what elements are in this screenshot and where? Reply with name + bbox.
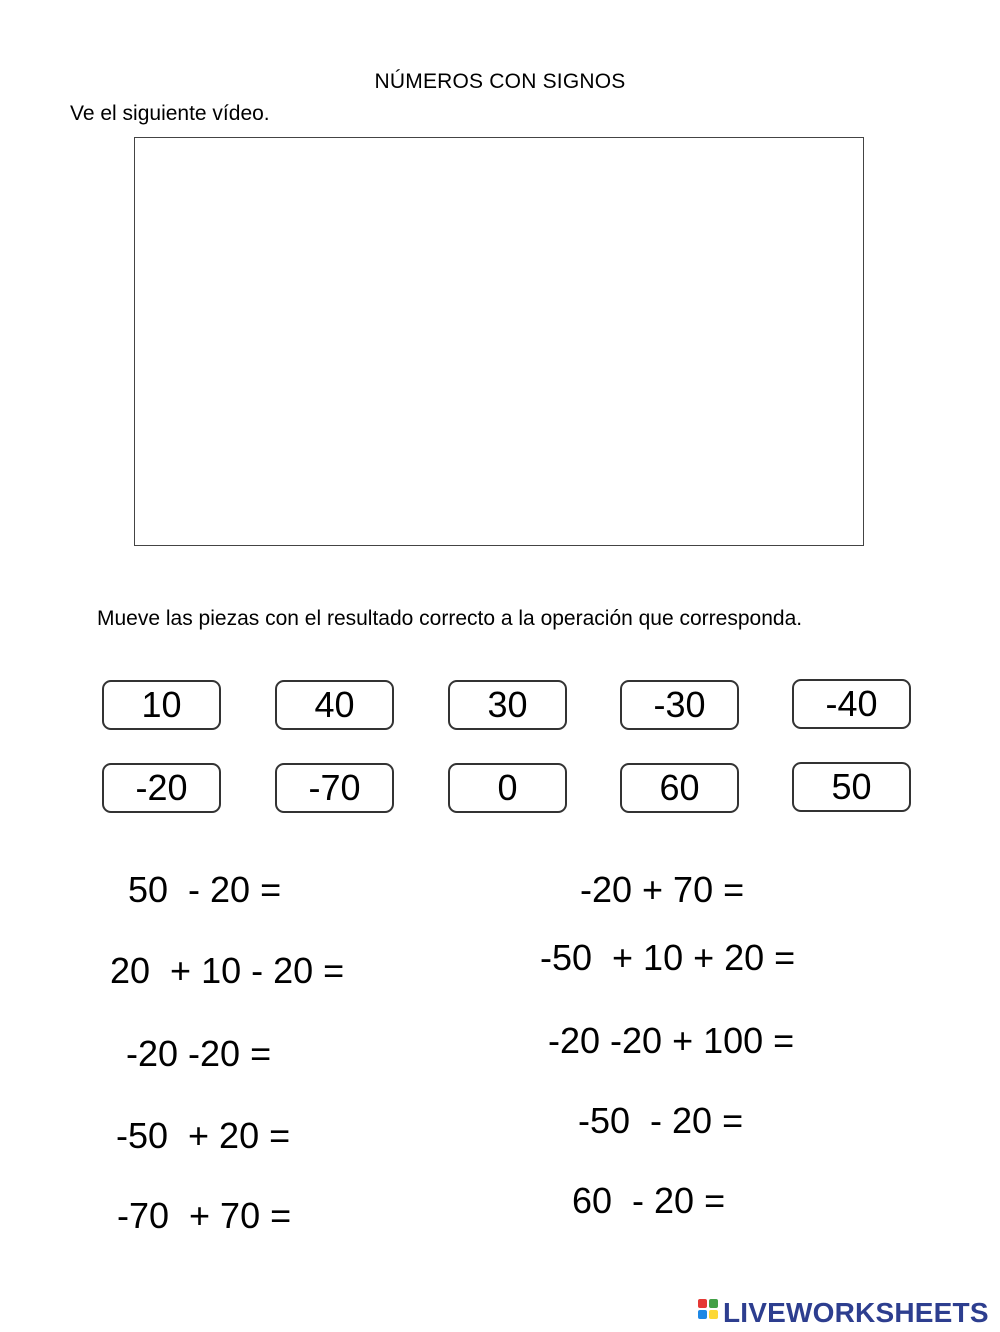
answer-piece[interactable]: 60 bbox=[620, 763, 739, 813]
answer-piece[interactable]: -40 bbox=[792, 679, 911, 729]
answer-piece[interactable]: -70 bbox=[275, 763, 394, 813]
worksheet-title: NÚMEROS CON SIGNOS bbox=[374, 70, 626, 93]
answer-piece[interactable]: -30 bbox=[620, 680, 739, 730]
equation-right-4[interactable]: -50 - 20 = bbox=[578, 1100, 744, 1141]
logo-text: LIVEWORKSHEETS bbox=[723, 1297, 989, 1328]
equation-left-3[interactable]: -20 -20 = bbox=[126, 1033, 272, 1074]
equation-left-4[interactable]: -50 + 20 = bbox=[116, 1115, 291, 1156]
equation-left-1[interactable]: 50 - 20 = bbox=[128, 869, 282, 910]
answer-piece[interactable]: 0 bbox=[448, 763, 567, 813]
equation-right-3[interactable]: -20 -20 + 100 = bbox=[548, 1020, 795, 1061]
answer-piece[interactable]: 10 bbox=[102, 680, 221, 730]
video-player[interactable] bbox=[134, 137, 864, 546]
equation-right-5[interactable]: 60 - 20 = bbox=[572, 1180, 726, 1221]
video-instruction: Ve el siguiente vídeo. bbox=[70, 102, 270, 125]
answer-piece[interactable]: 30 bbox=[448, 680, 567, 730]
liveworksheets-logo-icon bbox=[698, 1299, 720, 1327]
equation-right-2[interactable]: -50 + 10 + 20 = bbox=[540, 937, 796, 978]
drag-instruction: Mueve las piezas con el resultado correcto a la operación que corresponda. bbox=[97, 607, 803, 630]
equation-left-2[interactable]: 20 + 10 - 20 = bbox=[110, 950, 345, 991]
answer-piece[interactable]: 40 bbox=[275, 680, 394, 730]
answer-piece[interactable]: -20 bbox=[102, 763, 221, 813]
answer-piece[interactable]: 50 bbox=[792, 762, 911, 812]
equation-right-1[interactable]: -20 + 70 = bbox=[580, 869, 745, 910]
equation-left-5[interactable]: -70 + 70 = bbox=[117, 1195, 292, 1236]
liveworksheets-logo bbox=[698, 1297, 989, 1329]
